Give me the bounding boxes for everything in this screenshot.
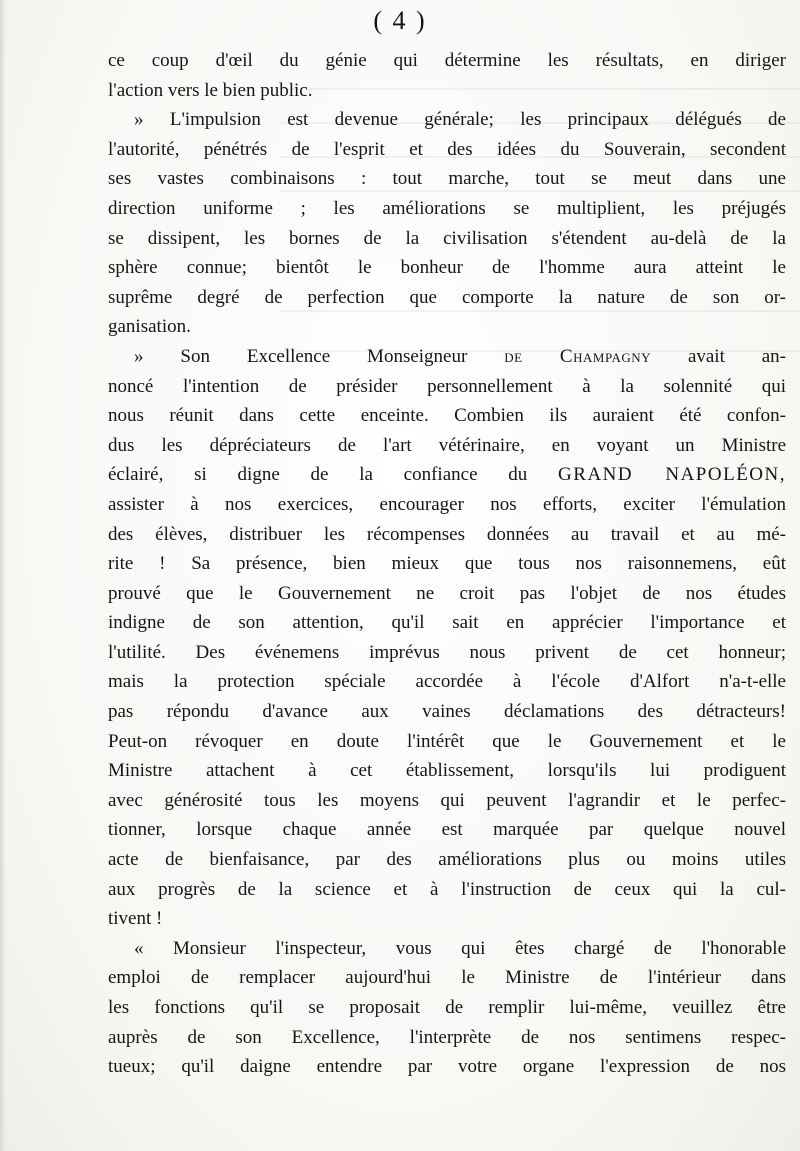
text-line: pas répondu d'avance aux vaines déclamations des détracteurs!	[108, 701, 786, 723]
text-line: sphère connue; bientôt le bonheur de l'homme aura atteint le	[108, 257, 786, 279]
text-line: ce coup d'œil du génie qui détermine les résultats, en diriger	[108, 50, 786, 71]
name-champagny: de Champagny	[504, 345, 652, 367]
text-line: emploi de remplacer aujourd'hui le Ministre de l'intérieur dans	[108, 967, 786, 989]
text-line: l'autorité, pénétrés de l'esprit et des idées du Souverain, secondent	[108, 138, 786, 160]
text-line: Peut-on révoquer en doute l'intérêt que le Gouvernement et le	[108, 730, 786, 752]
text-line: » L'impulsion est devenue générale; les principaux délégués de	[134, 109, 786, 131]
body-text	[108, 46, 786, 1082]
text-line: aux progrès de la science et à l'instruction de ceux qui la cul-	[108, 878, 786, 900]
name-napoleon: GRAND NAPOLÉON,	[558, 464, 786, 486]
text-line: tionner, lorsque chaque année est marquée par quelque nouvel	[108, 819, 786, 841]
text-line: nous réunit dans cette enceinte. Combien ils auraient été confon-	[108, 405, 786, 427]
text-line: l'action vers le bien public.	[108, 79, 313, 101]
text-line: les fonctions qu'il se proposait de remplir lui-même, veuillez être	[108, 997, 786, 1018]
text-line: prouvé que le Gouvernement ne croit pas l'objet de nos études	[108, 582, 786, 604]
text-line: « Monsieur l'inspecteur, vous qui êtes chargé de l'honorable	[134, 937, 786, 959]
text-line: direction uniforme ; les améliorations se multiplient, les préjugés	[108, 197, 786, 219]
text-line: ses vastes combinaisons : tout marche, tout se meut dans une	[108, 168, 786, 190]
page-number: ( 4 )	[373, 6, 427, 35]
text-line: suprême degré de perfection que comporte la nature de son or-	[108, 286, 786, 308]
text-line: auprès de son Excellence, l'interprète de nos sentimens respec-	[108, 1026, 786, 1048]
text-line: l'utilité. Des événemens imprévus nous privent de cet honneur;	[108, 641, 786, 663]
text-line: rite ! Sa présence, bien mieux que tous nos raisonnemens, eût	[108, 553, 786, 575]
text-line: tueux; qu'il daigne entendre par votre organe l'expression de nos	[108, 1056, 786, 1078]
text-line: acte de bienfaisance, par des améliorations plus ou moins utiles	[108, 849, 786, 871]
page-edge-shadow	[0, 0, 6, 1151]
text-line: ganisation.	[108, 316, 191, 338]
text-line-with-name	[108, 460, 786, 490]
text-line: avec générosité tous les moyens qui peuvent l'agrandir et le perfec-	[108, 789, 786, 811]
text-fragment: » Son Excellence Monseigneur	[134, 345, 468, 367]
text-line: mais la protection spéciale accordée à l'école d'Alfort n'a-t-elle	[108, 671, 786, 693]
text-line-with-name	[108, 342, 786, 372]
text-line: noncé l'intention de présider personnellement à la solennité qui	[108, 375, 786, 397]
text-fragment: avait an-	[687, 345, 787, 367]
text-line: des élèves, distribuer les récompenses données au travail et au mé-	[108, 523, 786, 545]
text-line: indigne de son attention, qu'il sait en apprécier l'importance et	[108, 612, 786, 634]
text-fragment: éclairé, si digne de la confiance du	[108, 464, 528, 486]
text-line: dus les dépréciateurs de l'art vétérinaire, en voyant un Ministre	[108, 434, 786, 456]
text-line: tivent !	[108, 908, 163, 930]
text-line: assister à nos exercices, encourager nos efforts, exciter l'émulation	[108, 493, 786, 515]
text-line: se dissipent, les bornes de la civilisation s'étendent au-delà de la	[108, 227, 786, 249]
text-line: Ministre attachent à cet établissement, lorsqu'ils lui prodiguent	[108, 760, 786, 782]
